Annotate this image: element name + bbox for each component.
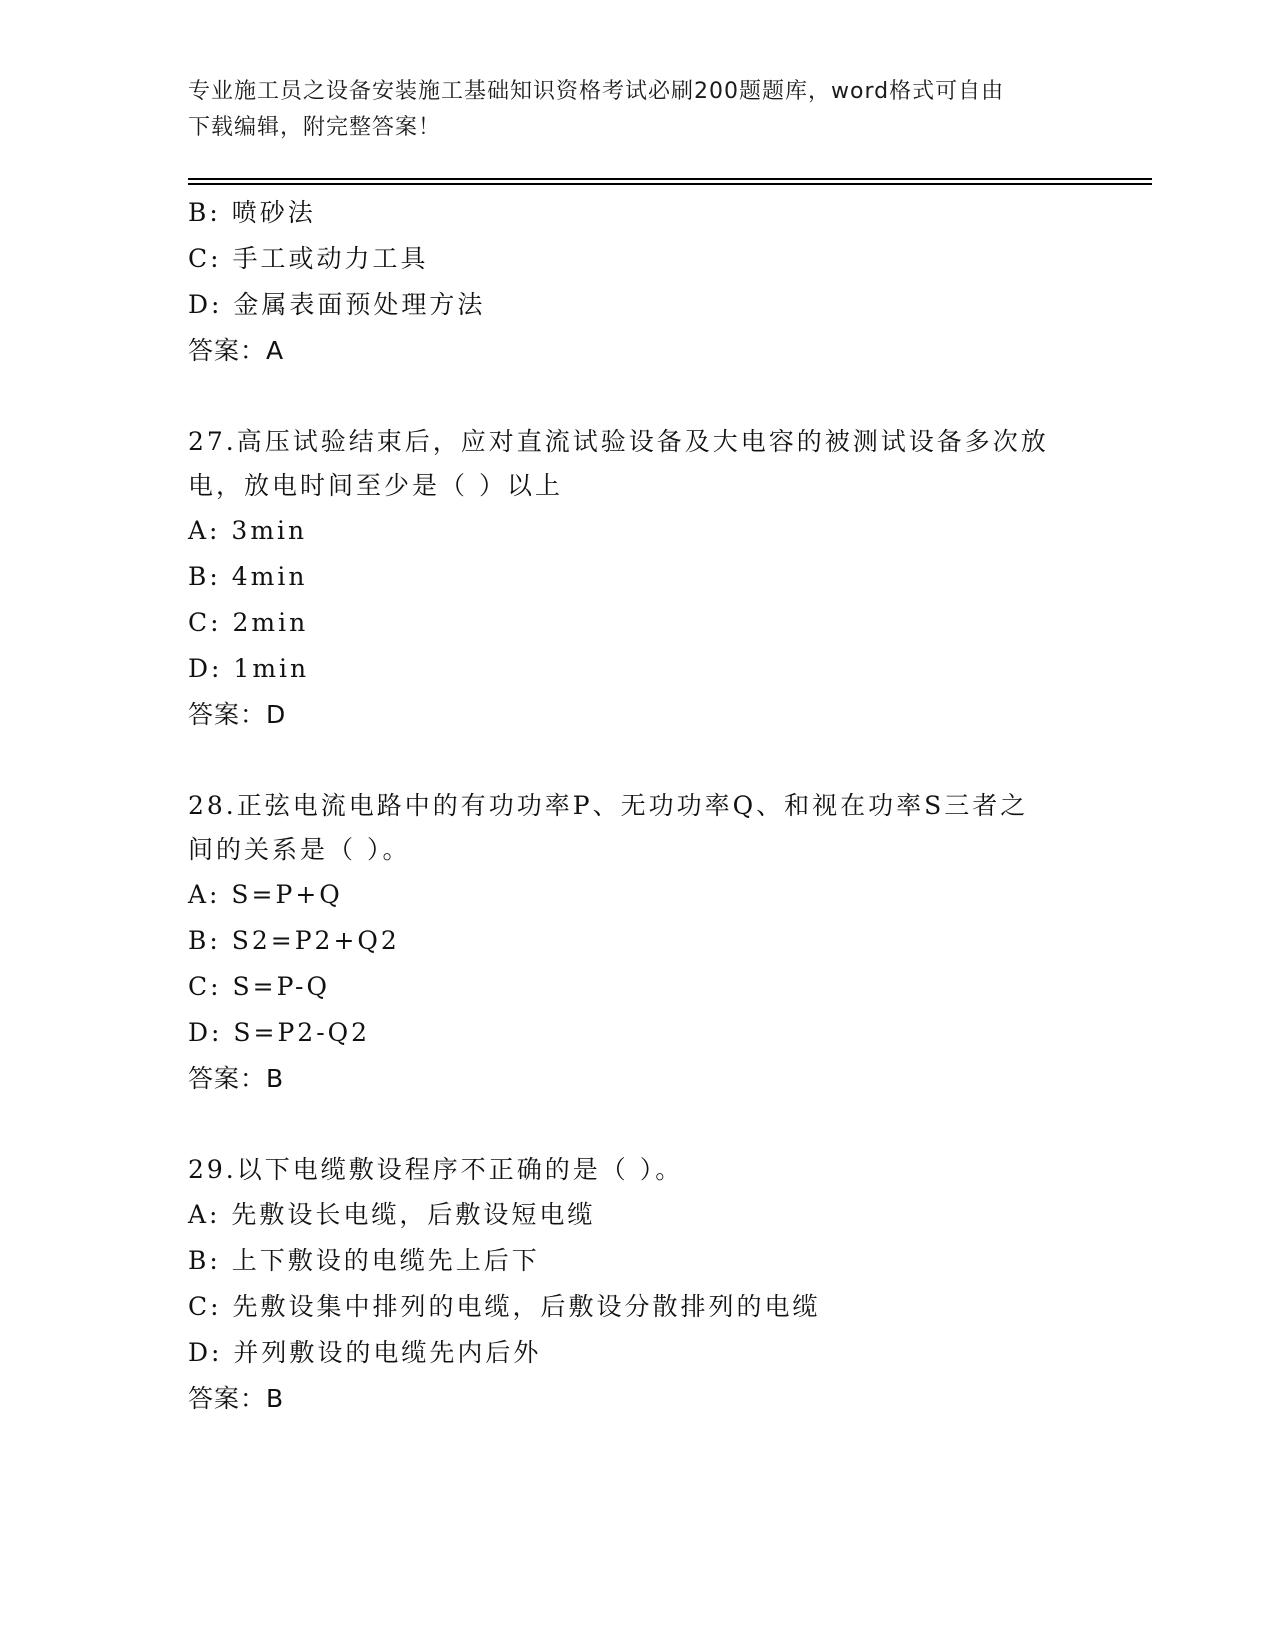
option-d: D: 金属表面预处理方法	[188, 290, 486, 319]
option-d: D: 1min	[188, 654, 310, 683]
question-text-line-2: 间的关系是（ ）。	[188, 835, 411, 864]
option-d: D: 并列敷设的电缆先内后外	[188, 1338, 542, 1367]
answer-line: 答案：A	[188, 336, 285, 365]
option-c: C: S=P-Q	[188, 972, 330, 1001]
question-26-continuation	[188, 190, 1088, 374]
option-c: C: 手工或动力工具	[188, 244, 429, 273]
option-b: B: 喷砂法	[188, 198, 316, 227]
header-line-1: 专业施工员之设备安装施工基础知识资格考试必刷200题题库，word格式可自由	[188, 79, 1005, 104]
option-c: C: 先敷设集中排列的电缆，后敷设分散排列的电缆	[188, 1292, 821, 1321]
question-text-line-1: 29.以下电缆敷设程序不正确的是（ ）。	[188, 1155, 684, 1184]
question-text-line-1: 28.正弦电流电路中的有功功率P、无功功率Q、和视在功率S三者之	[188, 791, 1029, 820]
option-b: B: 4min	[188, 562, 308, 591]
answer-line: 答案：D	[188, 700, 287, 729]
header-rule-bottom	[188, 183, 1152, 185]
spacer	[188, 374, 1088, 420]
question-list	[188, 190, 1088, 1422]
question-29	[188, 1148, 1088, 1422]
header-rule-top	[188, 178, 1152, 180]
option-b: B: S2=P2+Q2	[188, 926, 400, 955]
header-line-2: 下载编辑，附完整答案！	[188, 115, 442, 140]
option-a: A: 先敷设长电缆，后敷设短电缆	[188, 1200, 596, 1229]
answer-line: 答案：B	[188, 1064, 285, 1093]
option-d: D: S=P2-Q2	[188, 1018, 371, 1047]
question-text-line-1: 27.高压试验结束后，应对直流试验设备及大电容的被测试设备多次放	[188, 427, 1049, 456]
question-27	[188, 420, 1088, 738]
document-header	[188, 74, 1088, 146]
option-b: B: 上下敷设的电缆先上后下	[188, 1246, 540, 1275]
question-text-line-2: 电，放电时间至少是（ ）以上	[188, 471, 563, 500]
spacer	[188, 1102, 1088, 1148]
option-a: A: S=P+Q	[188, 880, 343, 909]
answer-line: 答案：B	[188, 1384, 285, 1413]
question-28	[188, 784, 1088, 1102]
option-c: C: 2min	[188, 608, 309, 637]
option-a: A: 3min	[188, 516, 308, 545]
spacer	[188, 738, 1088, 784]
